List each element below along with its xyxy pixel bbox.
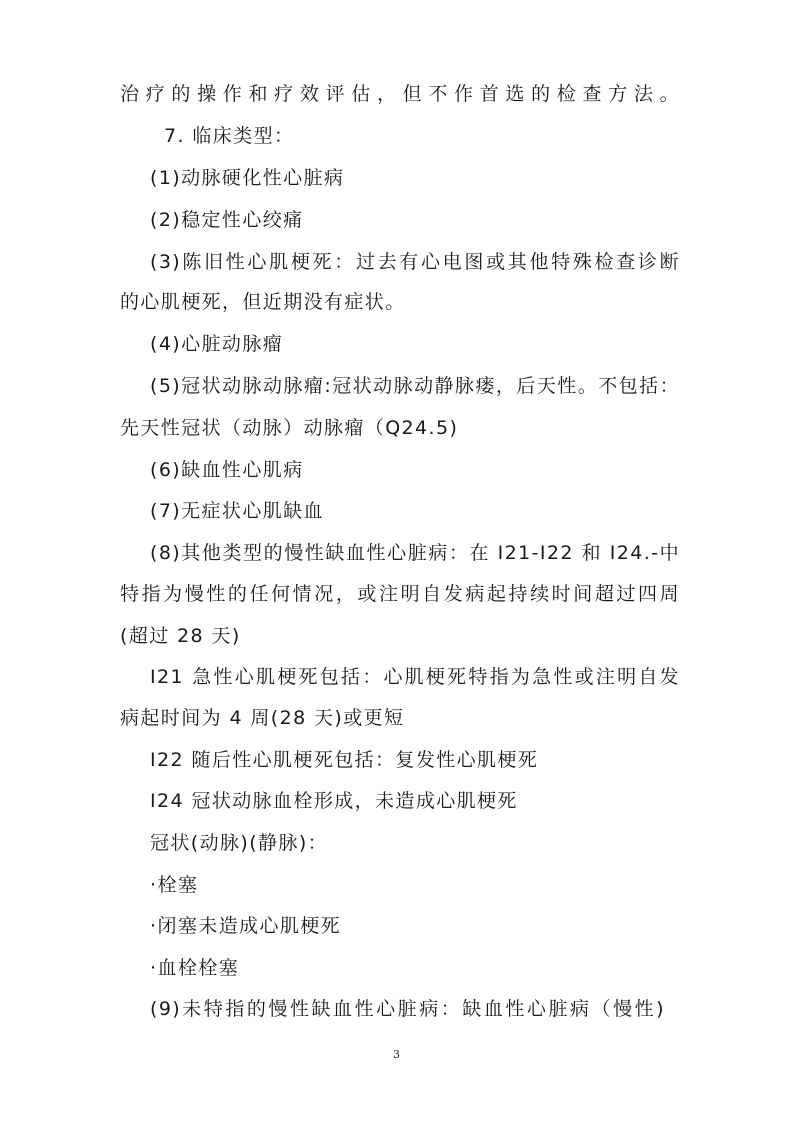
list-item-3: (3)陈旧性心肌梗死：过去有心电图或其他特殊检查诊断: [150, 251, 680, 273]
list-item-7: (7)无症状心肌缺血: [150, 500, 324, 522]
list-item-3-continued: 的心肌梗死，但近期没有症状。: [120, 291, 406, 313]
bullet-occlusion: ·闭塞未造成心肌梗死: [150, 915, 342, 937]
bullet-embolism: ·栓塞: [150, 874, 199, 896]
bullet-thromboembolism: ·血栓栓塞: [150, 957, 240, 979]
list-item-4: (4)心脏动脉瘤: [150, 333, 284, 355]
list-item-2: (2)稳定性心绞痛: [150, 209, 304, 231]
list-item-1: (1)动脉硬化性心脏病: [150, 167, 345, 189]
list-item-9: (9)未特指的慢性缺血性心脏病：缺血性心脏病（慢性): [150, 998, 665, 1020]
list-item-5-continued: 先天性冠状（动脉）动脉瘤（Q24.5): [120, 417, 459, 439]
list-item-8-end: (超过 28 天): [120, 625, 241, 647]
page-number: 3: [393, 1048, 400, 1061]
list-item-8: (8)其他类型的慢性缺血性心脏病：在 I21-I22 和 I24.-中: [150, 542, 680, 564]
section-heading-clinical-types: 7. 临床类型：: [164, 125, 295, 147]
code-i24-line: I24 冠状动脉血栓形成，未造成心肌梗死: [150, 790, 518, 812]
code-i21-line: I21 急性心肌梗死包括：心肌梗死特指为急性或注明自发: [150, 666, 680, 688]
code-i22-line: I22 随后性心肌梗死包括：复发性心肌梗死: [150, 749, 539, 771]
coronary-heading: 冠状(动脉)(静脉)：: [150, 832, 329, 854]
list-item-8-continued: 特指为慢性的任何情况，或注明自发病起持续时间超过四周: [120, 583, 680, 605]
list-item-6: (6)缺血性心肌病: [150, 459, 304, 481]
text-line-1: 治疗的操作和疗效评估，但不作首选的检查方法。: [120, 83, 680, 105]
code-i21-continued: 病起时间为 4 周(28 天)或更短: [120, 707, 405, 729]
list-item-5: (5)冠状动脉动脉瘤:冠状动脉动静脉瘘，后天性。不包括：: [150, 375, 680, 397]
